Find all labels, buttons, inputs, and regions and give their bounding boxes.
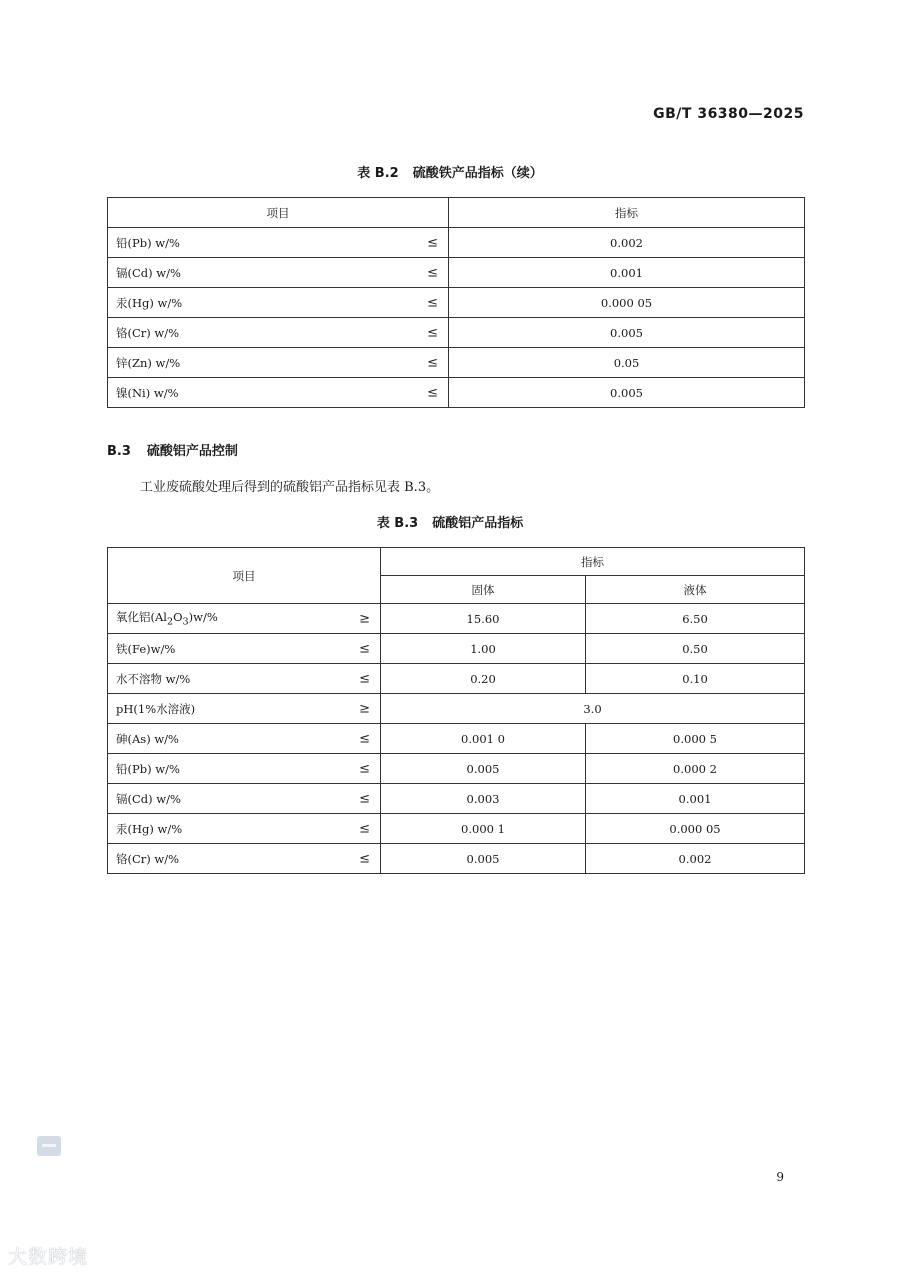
solid-value-cell: 0.000 1: [381, 814, 586, 844]
table-b3-caption-number: 表 B.3: [376, 516, 419, 531]
table-b3-header-solid: 固体: [381, 576, 586, 604]
table-b2-caption: [0, 162, 900, 181]
liquid-value-cell: 0.000 2: [586, 754, 805, 784]
item-label: 汞(Hg) w/%: [116, 821, 183, 836]
table-b3-header-item: 项目: [108, 548, 381, 604]
table-row: [108, 724, 805, 754]
table-row: [108, 754, 805, 784]
table-row: [108, 318, 805, 348]
item-label: 铬(Cr) w/%: [116, 851, 180, 866]
solid-value-cell: 1.00: [381, 634, 586, 664]
comparison-symbol: ≤: [427, 385, 438, 400]
solid-value-cell: 0.005: [381, 754, 586, 784]
table-row: [108, 634, 805, 664]
liquid-value-cell: 0.50: [586, 634, 805, 664]
liquid-value-cell: 0.001: [586, 784, 805, 814]
comparison-symbol: ≤: [359, 821, 370, 836]
solid-value-cell: 15.60: [381, 604, 586, 634]
table-b3-header-row: [108, 548, 805, 576]
item-cell: [108, 784, 381, 814]
table-row: [108, 664, 805, 694]
comparison-symbol: ≤: [359, 851, 370, 866]
comparison-symbol: ≥: [359, 611, 370, 626]
item-label: pH(1%水溶液): [116, 701, 196, 716]
item-label: [116, 610, 218, 628]
comparison-symbol: ≤: [427, 235, 438, 250]
table-row: [108, 378, 805, 408]
table-b2-caption-number: 表 B.2: [357, 166, 399, 181]
liquid-value-cell: 6.50: [586, 604, 805, 634]
table-b2-caption-title: 硫酸铁产品指标（续）: [412, 166, 543, 181]
comparison-symbol: ≤: [359, 761, 370, 776]
liquid-value-cell: 0.002: [586, 844, 805, 874]
value-cell: 0.002: [449, 228, 805, 258]
comparison-symbol: ≤: [427, 325, 438, 340]
item-cell: [108, 258, 449, 288]
item-label: 水不溶物 w/%: [116, 671, 191, 686]
table-b3: [107, 547, 805, 874]
section-heading: [107, 440, 238, 459]
subscript: 3: [182, 616, 189, 628]
item-label-part: )w/%: [188, 610, 218, 625]
value-cell: 0.000 05: [449, 288, 805, 318]
item-cell: [108, 348, 449, 378]
table-row: [108, 844, 805, 874]
liquid-value-cell: 0.000 5: [586, 724, 805, 754]
section-number: B.3: [107, 444, 131, 459]
subscript: 2: [166, 616, 174, 628]
watermark-text: 大数跨境: [8, 1246, 89, 1268]
table-b2-header-item: 项目: [108, 198, 449, 228]
page-number: 9: [776, 1170, 784, 1184]
comparison-symbol: ≤: [359, 731, 370, 746]
table-b2-header-row: [108, 198, 805, 228]
table-row: [108, 814, 805, 844]
comparison-symbol: ≤: [427, 295, 438, 310]
item-cell: [108, 844, 381, 874]
table-row: [108, 694, 805, 724]
item-label: 铅(Pb) w/%: [116, 235, 180, 250]
table-b2-header-indicator: 指标: [449, 198, 805, 228]
value-cell: 0.005: [449, 378, 805, 408]
watermark-logo-icon: [37, 1136, 61, 1156]
table-b3-header-liquid: 液体: [586, 576, 805, 604]
item-cell: [108, 694, 381, 724]
value-cell: 0.001: [449, 258, 805, 288]
item-cell: [108, 228, 449, 258]
item-cell: [108, 604, 381, 634]
item-cell: [108, 288, 449, 318]
item-cell: [108, 814, 381, 844]
merged-value-cell: 3.0: [381, 694, 805, 724]
item-label: 铅(Pb) w/%: [116, 761, 180, 776]
item-cell: [108, 724, 381, 754]
solid-value-cell: 0.001 0: [381, 724, 586, 754]
item-label: 汞(Hg) w/%: [116, 295, 183, 310]
item-label: 镍(Ni) w/%: [116, 385, 179, 400]
comparison-symbol: ≤: [359, 641, 370, 656]
comparison-symbol: ≤: [359, 791, 370, 806]
item-label: 锌(Zn) w/%: [116, 355, 181, 370]
solid-value-cell: 0.003: [381, 784, 586, 814]
table-row: [108, 784, 805, 814]
item-cell: [108, 664, 381, 694]
table-b2: [107, 197, 805, 408]
item-label: 镉(Cd) w/%: [116, 265, 181, 280]
solid-value-cell: 0.005: [381, 844, 586, 874]
comparison-symbol: ≤: [427, 265, 438, 280]
item-label: 镉(Cd) w/%: [116, 791, 181, 806]
value-cell: 0.05: [449, 348, 805, 378]
comparison-symbol: ≤: [427, 355, 438, 370]
liquid-value-cell: 0.000 05: [586, 814, 805, 844]
item-cell: [108, 378, 449, 408]
table-b3-caption-title: 硫酸铝产品指标: [432, 516, 524, 531]
table-b3-caption: [0, 512, 900, 531]
table-row: [108, 288, 805, 318]
table-b3-header-indicator: 指标: [381, 548, 805, 576]
item-label: 铁(Fe)w/%: [116, 641, 176, 656]
item-cell: [108, 318, 449, 348]
comparison-symbol: ≥: [359, 701, 370, 716]
table-row: [108, 604, 805, 634]
item-label-part: 氧化铝(Al: [116, 610, 167, 625]
solid-value-cell: 0.20: [381, 664, 586, 694]
liquid-value-cell: 0.10: [586, 664, 805, 694]
item-label: 砷(As) w/%: [116, 731, 179, 746]
comparison-symbol: ≤: [359, 671, 370, 686]
table-row: [108, 258, 805, 288]
table-row: [108, 348, 805, 378]
item-cell: [108, 754, 381, 784]
item-label-part: O: [173, 610, 183, 625]
item-label: 铬(Cr) w/%: [116, 325, 180, 340]
table-row: [108, 228, 805, 258]
item-cell: [108, 634, 381, 664]
section-title: 硫酸铝产品控制: [146, 444, 238, 459]
value-cell: 0.005: [449, 318, 805, 348]
standard-code: GB/T 36380—2025: [653, 106, 804, 122]
body-paragraph: 工业废硫酸处理后得到的硫酸铝产品指标见表 B.3。: [140, 480, 440, 495]
